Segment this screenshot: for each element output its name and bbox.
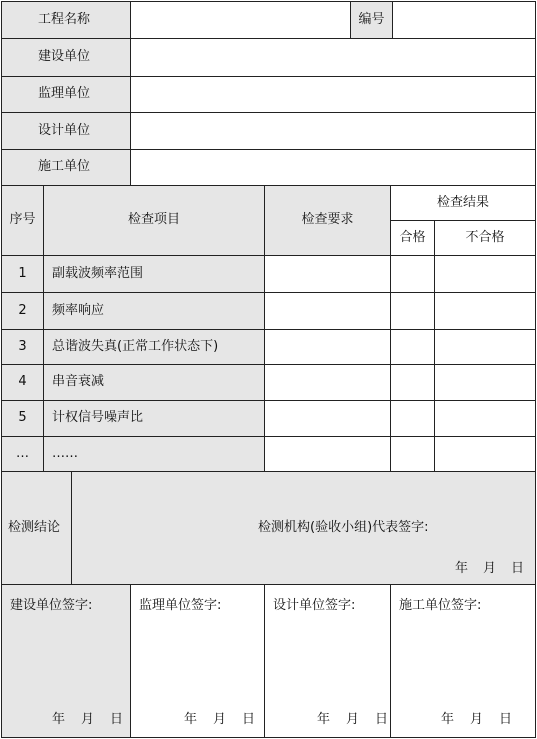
- item-header: 检查项目: [44, 186, 265, 256]
- number-value[interactable]: [393, 2, 536, 39]
- row-item: 频率响应: [44, 293, 265, 330]
- number-label: 编号: [351, 2, 393, 39]
- conclusion-month: 月: [483, 560, 497, 576]
- conclusion-day: 日: [511, 560, 525, 576]
- supervisor-value[interactable]: [131, 77, 536, 113]
- constructor-label: 施工单位: [2, 150, 131, 186]
- row-item: 计权信号噪声比: [44, 401, 265, 437]
- table-row: [2, 256, 536, 293]
- sign-month: 月: [81, 711, 95, 727]
- row-requirement[interactable]: [265, 293, 391, 330]
- builder-signature[interactable]: [2, 585, 131, 738]
- conclusion-sign-text: 检测机构(验收小组)代表签字:: [258, 519, 429, 535]
- row-seq: …: [2, 437, 44, 472]
- constructor-sign-label: 施工单位签字:: [399, 598, 482, 613]
- row-pass[interactable]: [391, 437, 435, 472]
- sign-month: 月: [346, 711, 360, 727]
- designer-sign-label: 设计单位签字:: [273, 598, 356, 613]
- sign-day: 日: [499, 711, 513, 727]
- row-seq: 1: [2, 256, 44, 293]
- designer-value[interactable]: [131, 113, 536, 150]
- row-item: 副载波频率范围: [44, 256, 265, 293]
- row-item: ……: [44, 437, 265, 472]
- sign-day: 日: [110, 711, 124, 727]
- designer-signature[interactable]: [265, 585, 391, 738]
- project-name-label: 工程名称: [2, 2, 131, 39]
- designer-label: 设计单位: [2, 113, 131, 150]
- conclusion-year: 年: [455, 560, 469, 576]
- row-seq: 3: [2, 330, 44, 365]
- row-requirement[interactable]: [265, 330, 391, 365]
- row-requirement[interactable]: [265, 437, 391, 472]
- row-fail[interactable]: [435, 330, 536, 365]
- builder-value[interactable]: [131, 39, 536, 77]
- fail-header: 不合格: [435, 221, 536, 256]
- row-fail[interactable]: [435, 365, 536, 401]
- conclusion-area[interactable]: [72, 472, 536, 585]
- seq-header: 序号: [2, 186, 44, 256]
- row-pass[interactable]: [391, 401, 435, 437]
- row-fail[interactable]: [435, 401, 536, 437]
- constructor-signature[interactable]: [391, 585, 536, 738]
- row-pass[interactable]: [391, 256, 435, 293]
- row-fail[interactable]: [435, 437, 536, 472]
- supervisor-sign-label: 监理单位签字:: [139, 598, 222, 613]
- sign-month: 月: [470, 711, 484, 727]
- sign-day: 日: [242, 711, 256, 727]
- row-pass[interactable]: [391, 330, 435, 365]
- sign-year: 年: [184, 711, 198, 727]
- project-name-value[interactable]: [131, 2, 351, 39]
- supervisor-sign-date: [184, 713, 255, 727]
- sign-year: 年: [317, 711, 331, 727]
- inspection-table: [1, 1, 536, 738]
- builder-sign-date: [52, 713, 123, 727]
- conclusion-date: [455, 562, 524, 576]
- sign-year: 年: [52, 711, 66, 727]
- row-item: 总谐波失真(正常工作状态下): [44, 330, 265, 365]
- row-seq: 4: [2, 365, 44, 401]
- table-row: [2, 293, 536, 330]
- row-seq: 5: [2, 401, 44, 437]
- row-fail[interactable]: [435, 256, 536, 293]
- table-row: [2, 365, 536, 401]
- constructor-sign-date: [441, 713, 512, 727]
- conclusion-label: 检测结论: [2, 472, 72, 585]
- row-requirement[interactable]: [265, 256, 391, 293]
- constructor-value[interactable]: [131, 150, 536, 186]
- row-fail[interactable]: [435, 293, 536, 330]
- result-header: 检查结果: [391, 186, 536, 221]
- pass-header: 合格: [391, 221, 435, 256]
- builder-sign-label: 建设单位签字:: [10, 598, 93, 613]
- designer-sign-date: [317, 713, 388, 727]
- sign-month: 月: [213, 711, 227, 727]
- table-row: [2, 437, 536, 472]
- supervisor-signature[interactable]: [131, 585, 265, 738]
- row-pass[interactable]: [391, 365, 435, 401]
- inspection-record-form: [1, 1, 535, 737]
- row-requirement[interactable]: [265, 401, 391, 437]
- sign-day: 日: [375, 711, 389, 727]
- row-seq: 2: [2, 293, 44, 330]
- row-requirement[interactable]: [265, 365, 391, 401]
- requirement-header: 检查要求: [265, 186, 391, 256]
- row-item: 串音衰减: [44, 365, 265, 401]
- builder-label: 建设单位: [2, 39, 131, 77]
- supervisor-label: 监理单位: [2, 77, 131, 113]
- table-row: [2, 330, 536, 365]
- sign-year: 年: [441, 711, 455, 727]
- row-pass[interactable]: [391, 293, 435, 330]
- table-row: [2, 401, 536, 437]
